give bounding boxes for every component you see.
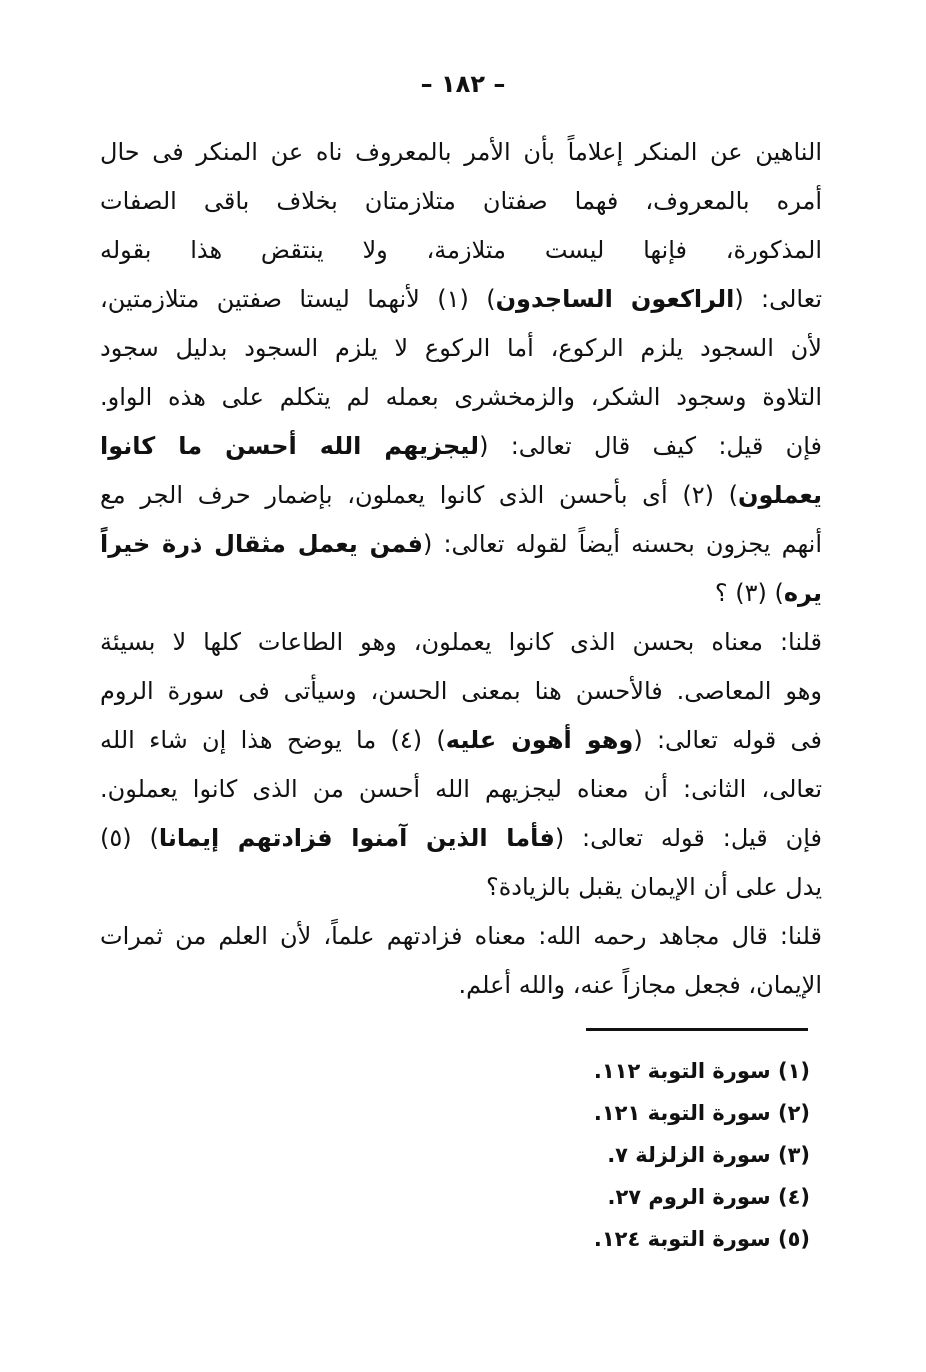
text-line [100, 814, 822, 863]
text-segment: أنهم يجزون بحسنه أيضاً لقوله تعالى: ( [423, 530, 822, 558]
footnote: (٥) سورة التوبة ١٢٤. [593, 1227, 810, 1251]
text-line [100, 471, 822, 520]
text-segment: تعالى، الثانى: أن معناه ليجزيهم الله أحسن من الذى كانوا يعملون. [100, 775, 822, 803]
text-segment: ) (٥) [100, 824, 159, 852]
quran-quote: الراكعون الساجدون [495, 285, 735, 313]
text-line [100, 618, 822, 667]
text-line [100, 863, 822, 912]
text-segment: وهو المعاصى. فالأحسن هنا بمعنى الحسن، وسيأتى فى سورة الروم [100, 677, 822, 705]
quran-quote: وهو أهون عليه [445, 726, 634, 754]
text-line [100, 520, 822, 569]
body-text [100, 128, 822, 1010]
quran-quote: فأما الذين آمنوا فزادتهم إيمانا [158, 824, 555, 852]
text-segment: قلنا: معناه بحسن الذى كانوا يعملون، وهو الطاعات كلها لا بسيئة [100, 628, 822, 656]
text-line [100, 128, 822, 177]
text-line [100, 226, 822, 275]
text-line [100, 177, 822, 226]
footnote: (٤) سورة الروم ٢٧. [607, 1185, 810, 1209]
quran-quote: يره [783, 579, 822, 607]
text-segment: ) (٣) ؟ [714, 579, 784, 607]
text-segment: ) (٤) ما يوضح هذا إن شاء الله [100, 726, 446, 754]
text-line [100, 569, 822, 618]
text-segment: تعالى: ( [734, 285, 822, 313]
text-segment: فإن قيل: كيف قال تعالى: ( [479, 432, 822, 460]
text-segment: الناهين عن المنكر إعلاماً بأن الأمر بالمعروف ناه عن المنكر فى حال [100, 138, 822, 166]
quran-quote: ليجزيهم الله أحسن ما كانوا [100, 432, 480, 460]
footnotes [550, 1050, 810, 1260]
footnote-separator [586, 1028, 808, 1031]
text-line [100, 422, 822, 471]
text-segment: يدل على أن الإيمان يقبل بالزيادة؟ [485, 873, 822, 901]
text-segment: التلاوة وسجود الشكر، والزمخشرى بعمله لم يتكلم على هذه الواو. [100, 383, 822, 411]
text-line [100, 912, 822, 961]
text-segment: لأن السجود يلزم الركوع، أما الركوع لا يلزم السجود بدليل سجود [100, 334, 822, 362]
text-segment: أمره بالمعروف، فهما صفتان متلازمتان بخلاف باقى الصفات [100, 187, 822, 215]
text-line [100, 275, 822, 324]
text-segment: فى قوله تعالى: ( [633, 726, 822, 754]
page-number: – ١٨٢ – [420, 70, 506, 98]
quran-quote: فمن يعمل مثقال ذرة خيراً [100, 530, 423, 558]
text-segment: المذكورة، فإنها ليست متلازمة، ولا ينتقض هذا بقوله [100, 236, 822, 264]
text-segment: ) (١) لأنهما ليستا صفتين متلازمتين، [100, 285, 496, 313]
text-segment: ) (٢) أى بأحسن الذى كانوا يعملون، بإضمار حرف الجر مع [100, 481, 739, 509]
quran-quote: يعملون [738, 481, 822, 509]
text-line [100, 373, 822, 422]
text-segment: الإيمان، فجعل مجازاً عنه، والله أعلم. [458, 971, 822, 999]
text-line [100, 716, 822, 765]
footnote: (٣) سورة الزلزلة ٧. [607, 1143, 810, 1167]
text-segment: قلنا: قال مجاهد رحمه الله: معناه فزادتهم علماً، لأن العلم من ثمرات [100, 922, 822, 950]
text-line [100, 765, 822, 814]
footnote: (١) سورة التوبة ١١٢. [593, 1059, 810, 1083]
text-line [100, 667, 822, 716]
text-line [100, 961, 822, 1010]
text-segment: فإن قيل: قوله تعالى: ( [554, 824, 822, 852]
footnote: (٢) سورة التوبة ١٢١. [593, 1101, 810, 1125]
text-line [100, 324, 822, 373]
